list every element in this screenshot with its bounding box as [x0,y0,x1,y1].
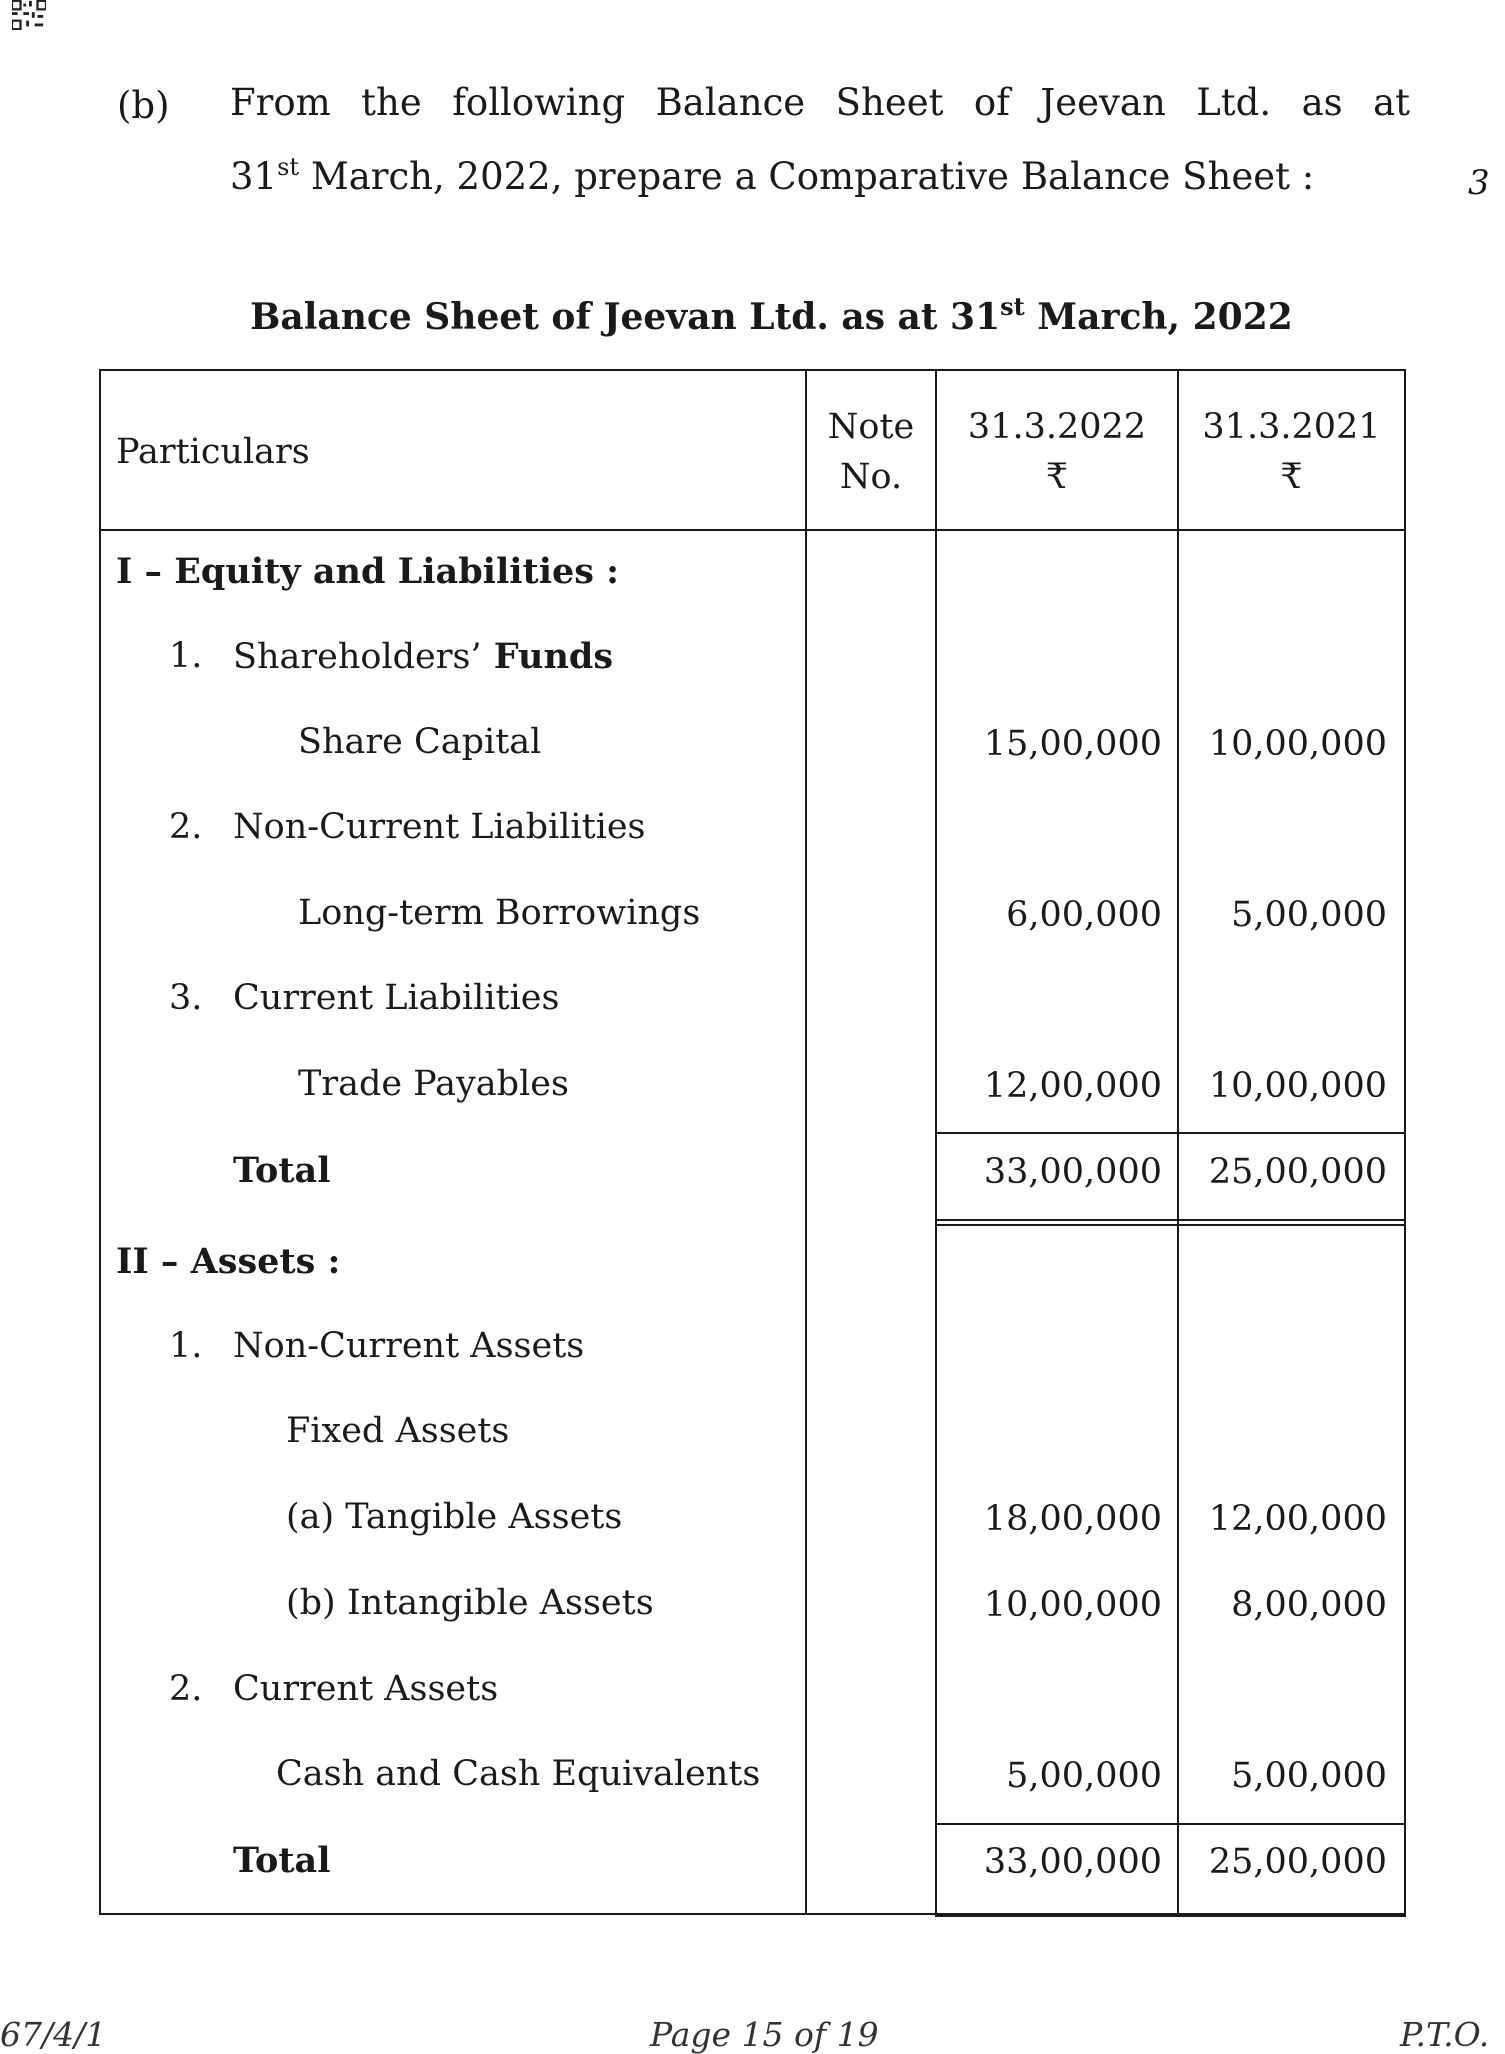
current-assets-label: Current Assets [233,1669,499,1709]
tangible-assets-2021: 12,00,000 [1208,1499,1387,1539]
title-text-end: March, 2022 [1024,296,1293,338]
total-assets-label: Total [233,1840,331,1881]
non-current-liabilities-label: Non-Current Liabilities [233,807,646,847]
fixed-assets-label: Fixed Assets [286,1411,510,1451]
question-marks: 3 [1468,163,1490,203]
share-capital-2022: 15,00,000 [983,724,1162,764]
total-liabilities-2021: 25,00,000 [1208,1152,1387,1192]
current-liabilities-label: Current Liabilities [233,978,560,1018]
section-assets: II – Assets : [116,1241,341,1282]
tangible-assets-label: (a) Tangible Assets [286,1497,623,1537]
question-line-2 [230,153,1315,198]
header-note-no: Note No. [827,407,915,497]
total-liabilities-label: Total [233,1150,331,1191]
item-number: 2. [169,807,203,847]
total-assets-2022: 33,00,000 [983,1842,1162,1882]
non-current-assets-label: Non-Current Assets [233,1326,585,1366]
table-title [250,292,1293,338]
cash-equivalents-2021: 5,00,000 [1231,1756,1387,1796]
header-2022: 31.3.2022 ₹ [967,407,1147,497]
question-date-day: 31 [230,155,278,198]
total-liabilities-2022: 33,00,000 [983,1152,1162,1192]
section-equity-liabilities: I – Equity and Liabilities : [116,551,620,592]
qr-code-icon [12,0,46,30]
header-particulars: Particulars [116,432,310,472]
trade-payables-2022: 12,00,000 [983,1066,1162,1106]
tangible-assets-2022: 18,00,000 [983,1499,1162,1539]
trade-payables-label: Trade Payables [298,1064,569,1104]
shareholders-funds-label: Shareholders’ Funds [233,636,614,677]
question-line-1: From the following Balance Sheet of Jeevan Ltd. as at [230,81,1410,124]
question-label: (b) [117,84,170,127]
balance-sheet-table [99,369,1406,1915]
intangible-assets-label: (b) Intangible Assets [286,1583,654,1623]
share-capital-label: Share Capital [298,722,542,762]
long-term-borrowings-label: Long-term Borrowings [298,893,701,933]
question-line-2-text: March, 2022, prepare a Comparative Balance Sheet : [299,155,1315,198]
intangible-assets-2021: 8,00,000 [1231,1585,1387,1625]
page-number: Page 15 of 19 [650,2015,879,2054]
long-term-borrowings-2021: 5,00,000 [1231,895,1387,935]
header-2021: 31.3.2021 ₹ [1202,407,1381,497]
share-capital-2021: 10,00,000 [1208,724,1387,764]
item-number: 3. [169,978,203,1018]
long-term-borrowings-2022: 6,00,000 [1006,895,1162,935]
item-number: 2. [169,1669,203,1709]
question-date-suffix: st [277,153,300,181]
item-number: 1. [169,636,203,676]
trade-payables-2021: 10,00,000 [1208,1066,1387,1106]
title-text: Balance Sheet of Jeevan Ltd. as at 31 [250,296,1001,338]
total-assets-2021: 25,00,000 [1208,1842,1387,1882]
intangible-assets-2022: 10,00,000 [983,1585,1162,1625]
title-suffix: st [1000,292,1025,321]
pto-label: P.T.O. [1400,2015,1490,2054]
paper-code: 67/4/1 [0,2015,107,2054]
cash-equivalents-2022: 5,00,000 [1006,1756,1162,1796]
item-number: 1. [169,1326,203,1366]
cash-equivalents-label: Cash and Cash Equivalents [276,1754,761,1794]
